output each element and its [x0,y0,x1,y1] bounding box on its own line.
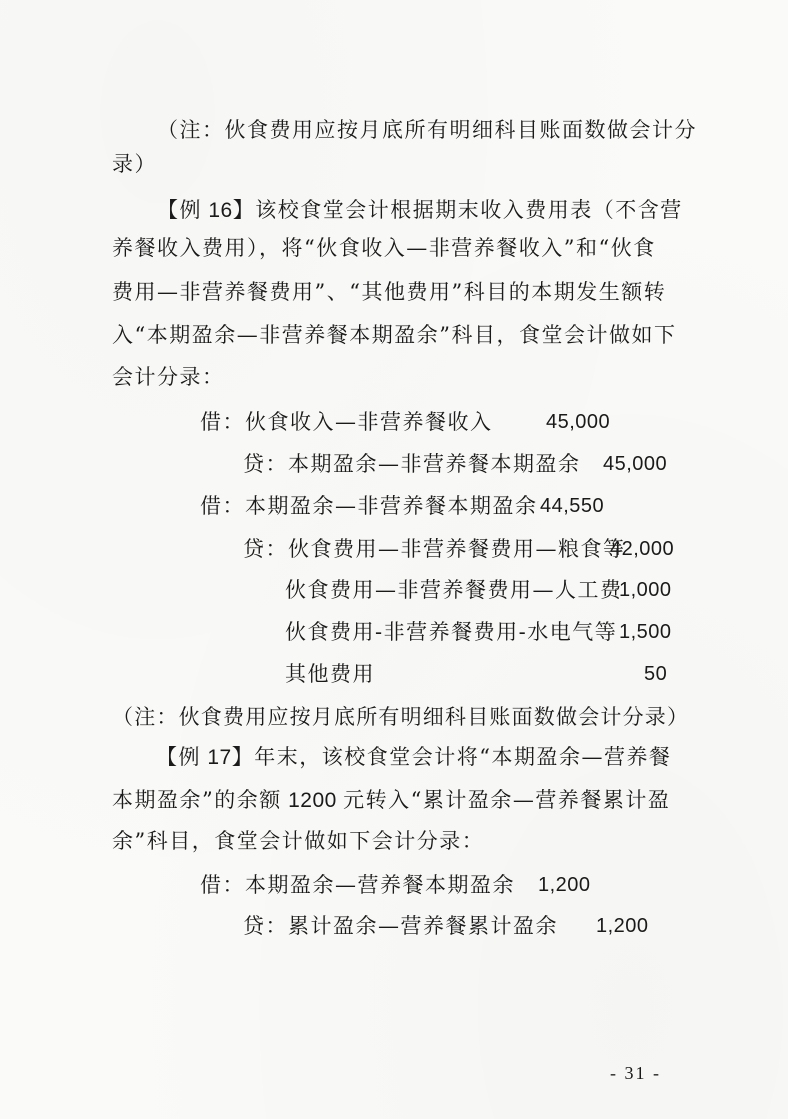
entry-amount: 50 [644,663,668,685]
entry-debit-text: 借：本期盈余—营养餐本期盈余 [200,873,515,897]
example-16-line-4: 入“本期盈余—非营养餐本期盈余”科目，食堂会计做如下 [112,323,677,347]
example-16-line-2: 养餐收入费用），将“伙食收入—非营养餐收入”和“伙食 [112,236,656,260]
example-text: 元转入“累计盈余—营养餐累计盈 [343,788,671,812]
entry-amount: 45,000 [603,453,668,475]
entry-credit-text: 贷：累计盈余—营养餐累计盈余 [243,914,558,938]
entry-amount: 1,500 [619,621,672,643]
example-number: 17 [201,746,232,769]
entry-amount: 44,550 [540,495,605,517]
example-16-line-5: 会计分录： [112,365,225,389]
example-17-line-2 [112,788,670,813]
example-text: 本期盈余”的余额 [112,788,282,812]
entry-credit-text: 贷：本期盈余—非营养餐本期盈余 [243,452,581,476]
note-top-line-2: 录） [112,152,157,176]
example-label: 【例 [156,745,201,769]
note-top-line-1: （注：伙食费用应按月底所有明细科目账面数做会计分 [157,118,697,142]
page-number: - 31 - [610,1063,661,1083]
entry-amount: 45,000 [546,411,611,433]
entry-credit-subline: 伙食费用-非营养餐费用-水电气等 [285,620,618,644]
example-text: 】年末，该校食堂会计将“本期盈余—营养餐 [231,745,672,769]
entry-amount: 1,200 [596,915,649,937]
entry-amount: 42,000 [610,538,675,560]
example-17-line-3: 余”科目，食堂会计做如下会计分录： [112,829,485,853]
example-16-line-3: 费用—非营养餐费用”、“其他费用”科目的本期发生额转 [112,280,667,304]
example-text: 】该校食堂会计根据期末收入费用表（不含营 [232,198,683,222]
example-amount-inline: 1200 [281,789,344,812]
note-mid: （注：伙食费用应按月底所有明细科目账面数做会计分录） [112,705,690,729]
example-16-line-1 [157,198,683,223]
example-number: 16 [202,199,233,222]
entry-debit-text: 借：伙食收入—非营养餐收入 [200,410,493,434]
entry-credit-subline: 伙食费用—非营养餐费用—人工费 [285,578,623,602]
entry-debit-text: 借：本期盈余—非营养餐本期盈余 [200,494,538,518]
entry-amount: 1,200 [538,874,591,896]
example-label: 【例 [157,198,202,222]
example-17-line-1 [156,745,671,770]
entry-credit-text: 贷：伙食费用—非营养餐费用—粮食等 [243,537,626,561]
entry-credit-subline: 其他费用 [285,662,375,686]
entry-amount: 1,000 [619,579,672,601]
